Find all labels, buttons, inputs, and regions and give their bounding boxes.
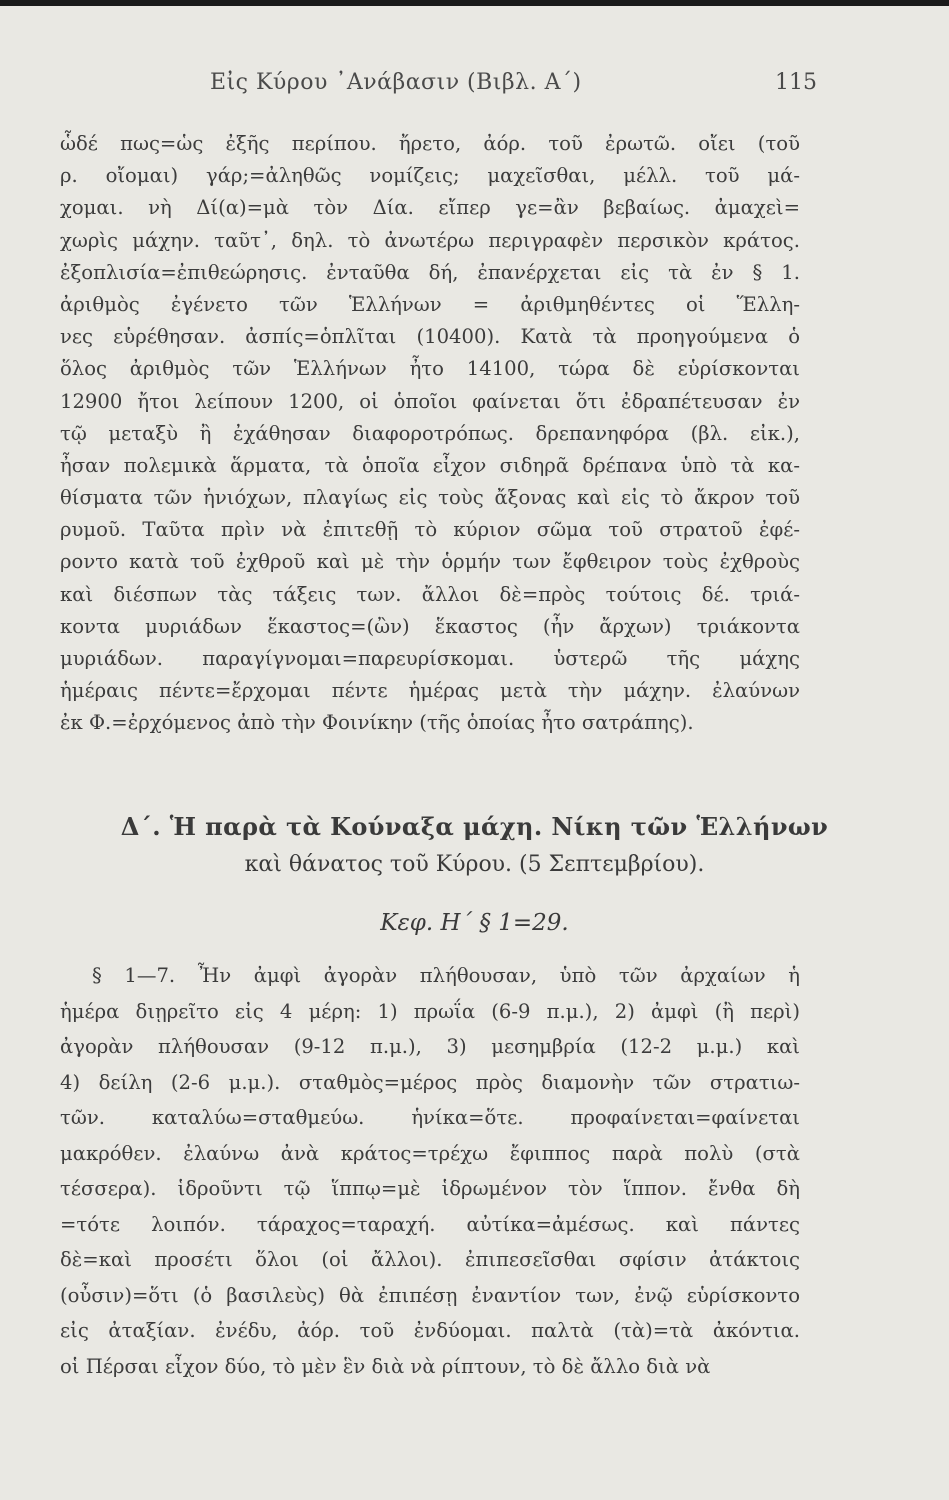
section-subtitle: καὶ θάνατος τοῦ Κύρου. (5 Σεπτεμβρίου).	[244, 852, 705, 877]
notes-line: ἀριθμὸς ἐγένετο τῶν Ἑλλήνων = ἀριθμηθέντες οἱ Ἕλλη-	[60, 292, 800, 316]
notes-line: ἐκ Φ.=ἐρχόμενος ἀπὸ τὴν Φοινίκην (τῆς ὁποίας ἦτο σατράπης).	[60, 711, 694, 735]
scan-top-edge	[0, 0, 949, 6]
notes-line: χομαι. νὴ Δί(α)=μὰ τὸν Δία. εἴπερ γε=ἂν βεβαίως. ἀμαχεὶ=	[60, 196, 800, 220]
body-line: μακρόθεν. ἐλαύνω ἀνὰ κράτος=τρέχω ἔφιππος παρὰ πολὺ (στὰ	[60, 1141, 800, 1165]
notes-line: ἐξοπλισία=ἐπιθεώρησις. ἐνταῦθα δή, ἐπανέρχεται εἰς τὰ ἐν § 1.	[60, 260, 800, 284]
body-line: 4) δείλη (2-6 μ.μ.). σταθμὸς=μέρος πρὸς διαμονὴν τῶν στρατιω-	[60, 1070, 800, 1094]
chapter-reference: Κεφ. Η΄ § 1=29.	[380, 910, 569, 936]
notes-line: ὅλος ἀριθμὸς τῶν Ἑλλήνων ἦτο 14100, τώρα δὲ εὑρίσκονται	[60, 357, 800, 381]
section-commentary	[60, 958, 800, 1384]
notes-line: θίσματα τῶν ἡνιόχων, πλαγίως εἰς τοὺς ἄξονας καὶ εἰς τὸ ἄκρον τοῦ	[60, 486, 800, 510]
notes-line: ρ. οἴομαι) γάρ;=ἀληθῶς νομίζεις; μαχεῖσθαι, μέλλ. τοῦ μά-	[60, 164, 800, 188]
page-number: 115	[775, 70, 817, 95]
section-heading	[0, 808, 949, 936]
body-line: τῶν. καταλύω=σταθμεύω. ἡνίκα=ὅτε. προφαίνεται=φαίνεται	[60, 1106, 800, 1129]
notes-line: ροντο κατὰ τοῦ ἐχθροῦ καὶ μὲ τὴν ὁρμήν των ἔφθειρον τοὺς ἐχθροὺς	[60, 550, 800, 574]
running-title: Εἰς Κύρου ᾿Ανάβασιν (Βιβλ. Α΄)	[210, 70, 582, 95]
notes-line: ἡμέραις πέντε=ἔρχομαι πέντε ἡμέρας μετὰ τὴν μάχην. ἐλαύνων	[60, 679, 800, 703]
notes-line: χωρὶς μάχην. ταῦτ᾽, δηλ. τὸ ἀνωτέρω περιγραφὲν περσικὸν κράτος.	[60, 228, 800, 252]
notes-line: νες εὑρέθησαν. ἀσπίς=ὁπλῖται (10400). Κατὰ τὰ προηγούμενα ὁ	[60, 325, 800, 349]
body-line: § 1—7. Ἦν ἀμφὶ ἀγορὰν πλήθουσαν, ὑπὸ τῶν ἀρχαίων ἡ	[92, 964, 800, 987]
commentary-notes	[60, 128, 800, 740]
body-line: εἰς ἀταξίαν. ἐνέδυ, ἀόρ. τοῦ ἐνδύομαι. παλτὰ (τὰ)=τὰ ἀκόντια.	[60, 1319, 800, 1342]
notes-line: 12900 ἤτοι λείπουν 1200, οἱ ὁποῖοι φαίνεται ὅτι ἐδραπέτευσαν ἐν	[60, 389, 800, 413]
body-line: οἱ Πέρσαι εἶχον δύο, τὸ μὲν ἓν διὰ νὰ ρίπτουν, τὸ δὲ ἄλλο διὰ νὰ	[60, 1354, 711, 1378]
notes-line: ὧδέ πως=ὡς ἐξῆς περίπου. ἤρετο, ἀόρ. τοῦ ἐρωτῶ. οἴει (τοῦ	[60, 132, 800, 155]
notes-line: ἦσαν πολεμικὰ ἅρματα, τὰ ὁποῖα εἶχον σιδηρᾶ δρέπανα ὑπὸ τὰ κα-	[60, 453, 800, 477]
notes-line: κοντα μυριάδων ἕκαστος=(ὢν) ἕκαστος (ἦν ἄρχων) τριάκοντα	[60, 614, 800, 638]
notes-line: τῷ μεταξὺ ἢ ἐχάθησαν διαφοροτρόπως. δρεπανηφόρα (βλ. εἰκ.),	[60, 421, 800, 445]
body-line: ἡμέρα διῃρεῖτο εἰς 4 μέρη: 1) πρωΐα (6-9 π.μ.), 2) ἀμφὶ (ἢ περὶ)	[60, 999, 800, 1023]
notes-line: καὶ διέσπων τὰς τάξεις των. ἄλλοι δὲ=πρὸς τούτοις δέ. τριά-	[60, 582, 800, 606]
page-header	[0, 62, 949, 106]
body-line: (οὖσιν)=ὅτι (ὁ βασιλεὺς) θὰ ἐπιπέσῃ ἐναντίον των, ἐνῷ εὑρίσκοντο	[60, 1283, 800, 1307]
body-line: ἀγορὰν πλήθουσαν (9-12 π.μ.), 3) μεσημβρία (12-2 μ.μ.) καὶ	[60, 1035, 800, 1058]
notes-line: μυριάδων. παραγίγνομαι=παρευρίσκομαι. ὑστερῶ τῆς μάχης	[60, 647, 800, 670]
body-line: =τότε λοιπόν. τάραχος=ταραχή. αὐτίκα=ἀμέσως. καὶ πάντες	[60, 1212, 800, 1236]
section-title: Δ΄. Ἡ παρὰ τὰ Κούναξα μάχη. Νίκη τῶν Ἑλλήνων	[120, 812, 829, 841]
body-line: δὲ=καὶ προσέτι ὅλοι (οἱ ἄλλοι). ἐπιπεσεῖσθαι σφίσιν ἀτάκτοις	[60, 1248, 800, 1271]
body-line: τέσσερα). ἱδροῦντι τῷ ἵππῳ=μὲ ἱδρωμένον τὸν ἵππον. ἔνθα δὴ	[60, 1177, 800, 1200]
notes-line: ρυμοῦ. Ταῦτα πρὶν νὰ ἐπιτεθῇ τὸ κύριον σῶμα τοῦ στρατοῦ ἐφέ-	[60, 518, 800, 542]
